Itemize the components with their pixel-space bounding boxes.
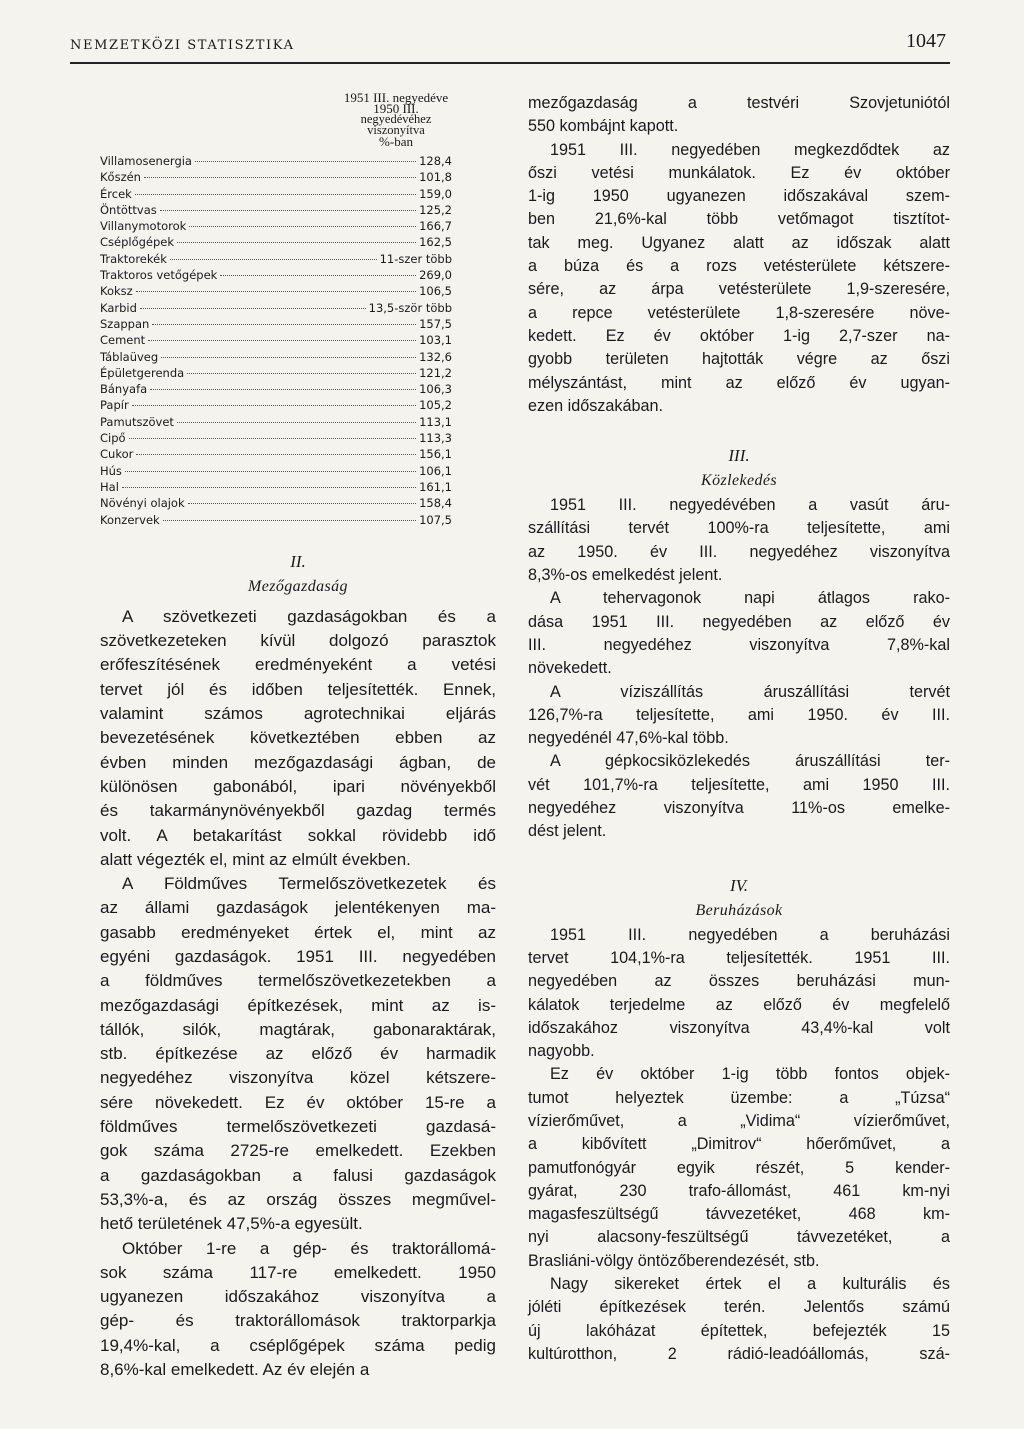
text-line: ugyanezen időszakához viszonyítva a (100, 1287, 496, 1307)
text-line: 8,3%-os emelkedést jelent. (528, 566, 723, 585)
dot-leader (150, 389, 416, 390)
table-row (100, 397, 452, 413)
dot-leader (189, 226, 416, 227)
text-line: gok száma 2725-re emelkedett. Ezekben (100, 1141, 496, 1161)
production-index-table (100, 153, 452, 528)
section-number: IV. (729, 875, 749, 895)
table-row (100, 267, 452, 283)
row-value: 106,1 (419, 463, 452, 478)
row-label: Táblaüveg (100, 349, 159, 364)
row-value: 106,3 (419, 382, 452, 397)
page-header (70, 30, 950, 64)
text-line: ben 21,6%-kal több vetőmagot tisztítot- (528, 210, 950, 229)
table-row (100, 153, 452, 169)
text-line: nagyobb. (528, 1042, 595, 1061)
text-line: a repce vetésterülete 1,8-szeresére növe- (528, 303, 950, 322)
dot-leader (161, 357, 416, 358)
table-head-line: viszonyítva (367, 123, 425, 137)
table-row (100, 283, 452, 299)
text-line: negyedénél 47,6%-kal több. (528, 729, 729, 748)
text-line: földműves termelőszövetkezeti gazdasá- (100, 1117, 496, 1137)
table-row (100, 300, 452, 316)
section-number: II. (290, 551, 306, 571)
table-row (100, 316, 452, 332)
text-line: szövetkezeteken kívül dolgozó parasztok (100, 631, 496, 651)
text-line: dést jelent. (528, 822, 607, 841)
text-line: sére, az árpa vetésterülete 1,9-szeresére, (528, 280, 950, 299)
dot-leader (160, 210, 416, 211)
text-line: Október 1-re a gép- és traktorállomá- (122, 1238, 496, 1258)
table-row (100, 349, 452, 365)
dot-leader (122, 487, 416, 488)
text-line: évben minden mezőgazdasági ágban, de (100, 752, 496, 772)
table-head-line: 1951 III. negyedéve (343, 90, 449, 105)
row-label: Öntöttvas (100, 202, 157, 217)
dot-leader (187, 373, 416, 374)
table-row (100, 365, 452, 381)
row-label: Cséplőgépek (100, 235, 175, 250)
dot-leader (144, 177, 416, 178)
dot-leader (188, 503, 416, 504)
text-line: kultúrotthon, 2 rádió-leadóállomás, szá- (528, 1344, 950, 1363)
row-label: Cipő (100, 431, 126, 446)
row-value: 113,1 (419, 414, 452, 429)
table-row (100, 463, 452, 479)
row-value: 158,4 (419, 496, 452, 511)
row-label: Traktorekék (100, 251, 167, 266)
text-line: a kibővített „Dimitrov“ hőerőművet, a (528, 1135, 950, 1154)
text-line: tervet 104,1%-ra teljesítették. 1951 III. (528, 948, 950, 967)
text-line: tállók, silók, magtárak, gabonaraktárak, (100, 1019, 496, 1039)
running-title: NEMZETKÖZI STATISZTIKA (70, 38, 295, 53)
row-label: Kőszén (100, 170, 141, 185)
table-column-header (340, 92, 452, 147)
text-line: időszakához viszonyítva 43,4%-kal volt (528, 1018, 950, 1037)
section-body (528, 924, 950, 1367)
text-line: különösen gabonából, ipari növényekből (100, 776, 496, 796)
row-label: Villanymotorok (100, 219, 187, 234)
row-value: 132,6 (419, 349, 452, 364)
text-line: bevezetésének következtében ebben az (100, 728, 496, 748)
table-row (100, 251, 452, 267)
text-line: sok száma 117-re emelkedett. 1950 (100, 1262, 496, 1282)
row-value: 11-szer több (379, 251, 452, 266)
text-line: gyobb területen hajtották végre az őszi (528, 350, 950, 369)
text-line: alatt végezték el, mint az elmúlt években. (100, 849, 411, 869)
text-line: negyedében az összes beruházási mun- (528, 972, 950, 991)
section-number: III. (728, 446, 750, 466)
text-line: növekedett. (528, 659, 612, 678)
text-line: III. negyedéhez viszonyítva 7,8%-kal (528, 635, 950, 654)
text-line: egyéni gazdaságok. 1951 III. negyedében (100, 946, 496, 966)
dot-leader (140, 308, 366, 309)
text-line: tumot helyeztek üzembe: a „Túzsa“ (528, 1088, 950, 1107)
text-line: nyi alacsony-feszültségű távvezetéket, a (528, 1228, 950, 1247)
row-label: Cement (100, 333, 146, 348)
table-row (100, 446, 452, 462)
text-line: 550 kombájnt kapott. (528, 117, 679, 136)
text-line: szállítási tervét 100%-ra teljesítette, ami (528, 519, 950, 538)
row-label: Hal (100, 479, 119, 494)
text-line: Brasliáni-völgy öntözőberendezését, stb. (528, 1251, 820, 1270)
table-row (100, 234, 452, 250)
row-value: 121,2 (419, 365, 452, 380)
table-row (100, 495, 452, 511)
text-line: 1-ig 1950 ugyanezen időszakával szem- (528, 187, 950, 206)
table-row (100, 169, 452, 185)
row-value: 157,5 (419, 316, 452, 331)
text-line: negyedéhez viszonyítva 11%-os emelke- (528, 799, 950, 818)
text-line: negyedéhez viszonyítva közel kétszere- (100, 1068, 496, 1088)
section-title: Közlekedés (701, 472, 777, 490)
table-row (100, 430, 452, 446)
dot-leader (152, 324, 416, 325)
text-line: gasabb eredményeket értek el, mint az (100, 922, 496, 942)
text-line: A Földműves Termelőszövetkezetek és (122, 874, 496, 894)
row-value: 106,5 (419, 284, 452, 299)
section-title: Beruházások (695, 901, 783, 919)
row-value: 159,0 (419, 186, 452, 201)
text-line: gyárat, 230 trafo-állomást, 461 km-nyi (528, 1181, 950, 1200)
table-row (100, 202, 452, 218)
dot-leader (136, 291, 416, 292)
left-column (100, 92, 496, 1382)
row-value: 103,1 (419, 333, 452, 348)
table-row (100, 512, 452, 528)
text-line: mezőgazdaság a testvéri Szovjetuniótól (528, 94, 950, 112)
section-body (100, 605, 496, 1383)
dot-leader (177, 422, 416, 423)
text-line: a búza és a rozs vetésterülete kétszere- (528, 257, 950, 276)
text-line: jóléti építkezések terén. Jelentős számú (528, 1298, 950, 1317)
row-label: Papír (100, 398, 129, 413)
row-label: Bányafa (100, 382, 148, 397)
row-value: 125,2 (419, 202, 452, 217)
dot-leader (129, 438, 417, 439)
row-value: 166,7 (419, 219, 452, 234)
row-label: Szappan (100, 316, 150, 331)
row-label: Karbid (100, 300, 137, 315)
text-line: Ez év október 1-ig több fontos objek- (550, 1065, 950, 1084)
dot-leader (163, 520, 416, 521)
text-line: 8,6%-kal emelkedett. Az év elején a (100, 1360, 370, 1380)
text-line: és takarmánynövényekből gazdag termés (100, 801, 496, 821)
table-row (100, 381, 452, 397)
text-line: A szövetkezeti gazdaságokban és a (122, 606, 496, 626)
text-line: gép- és traktorállomások traktorparkja (100, 1311, 496, 1331)
row-value: 162,5 (419, 235, 452, 250)
row-label: Hús (100, 463, 122, 478)
text-line: az 1950. év III. negyedéhez viszonyítva (528, 542, 950, 561)
row-label: Traktoros vetőgépek (100, 268, 218, 283)
row-value: 107,5 (419, 512, 452, 527)
section-title: Mezőgazdaság (248, 577, 348, 595)
row-value: 13,5-ször több (368, 300, 452, 315)
text-line: új lakóházat építettek, befejezték 15 (528, 1321, 950, 1340)
text-line: ezen időszakában. (528, 396, 663, 415)
section-body (528, 92, 950, 418)
text-line: kálatok terjedelme az előző év megfelelő (528, 995, 950, 1014)
dot-leader (195, 161, 416, 162)
text-line: vízierőművet, a „Vidima“ vízierőművet, (528, 1111, 950, 1130)
table-row (100, 218, 452, 234)
text-line: valamint számos agrotechnikai eljárás (100, 704, 496, 724)
text-line: 1951 III. negyedében megkezdődtek az (550, 140, 950, 159)
row-label: Konzervek (100, 512, 160, 527)
text-line: A tehervagonok napi átlagos rako- (550, 589, 950, 608)
text-line: őszi vetési munkálatok. Ez év október (528, 163, 950, 182)
text-line: volt. A betakarítást sokkal rövidebb idő (100, 825, 496, 845)
text-line: A gépkocsiközlekedés áruszállítási ter- (550, 752, 950, 771)
text-line: pamutfonógyár egyik részét, 5 kender- (528, 1158, 950, 1177)
dot-leader (177, 242, 416, 243)
text-line: tervet jól és időben teljesítették. Ennek, (100, 679, 496, 699)
text-line: az állami gazdaságok jelentékenyen ma- (100, 898, 496, 918)
dot-leader (135, 194, 416, 195)
table-head-line: 1950 III. (373, 101, 419, 116)
text-line: sére növekedett. Ez év október 15-re a (100, 1092, 496, 1112)
row-label: Ércek (100, 186, 132, 201)
text-line: vét 101,7%-ra teljesítette, ami 1950 III. (528, 775, 950, 794)
text-line: tak meg. Ugyanez alatt az időszak alatt (528, 233, 950, 252)
table-head-line: %-ban (379, 134, 413, 149)
table-row (100, 414, 452, 430)
table-row (100, 479, 452, 495)
row-label: Villamosenergia (100, 154, 192, 168)
row-label: Növényi olajok (100, 496, 185, 511)
dot-leader (132, 405, 416, 406)
text-line: magasfeszültségű távvezetéket, 468 km- (528, 1205, 950, 1224)
table-row (100, 186, 452, 202)
page-number: 1047 (906, 30, 946, 52)
text-line: 1951 III. negyedévében a vasút áru- (550, 496, 950, 515)
row-value: 101,8 (419, 170, 452, 185)
text-line: a földműves termelőszövetkezetekben a (100, 971, 496, 991)
table-row (100, 332, 452, 348)
row-label: Koksz (100, 284, 133, 299)
text-line: 126,7%-ra teljesítette, ami 1950. év III. (528, 705, 950, 724)
row-value: 156,1 (419, 447, 452, 462)
text-line: erőfeszítésének eredményeként a vetési (100, 655, 496, 675)
row-value: 105,2 (419, 398, 452, 413)
text-line: kedett. Ez év október 1-ig 2,7-szer na- (528, 326, 950, 345)
section-body (528, 494, 950, 843)
text-line: a gazdaságokban a falusi gazdaságok (100, 1165, 496, 1185)
text-line: 53,3%-a, és az ország összes megművel- (100, 1189, 496, 1209)
dot-leader (136, 454, 416, 455)
table-head-line: negyedévéhez (360, 112, 432, 126)
right-column (528, 92, 950, 1366)
dot-leader (170, 259, 377, 260)
dot-leader (220, 275, 416, 276)
dot-leader (125, 471, 416, 472)
row-value: 161,1 (419, 479, 452, 494)
text-line: Nagy sikereket értek el a kulturális és (550, 1275, 950, 1294)
dot-leader (148, 340, 416, 341)
text-line: A víziszállítás áruszállítási tervét (550, 682, 950, 701)
text-line: 19,4%-kal, a cséplőgépek száma pedig (100, 1335, 496, 1355)
text-line: 1951 III. negyedében a beruházási (550, 925, 950, 944)
text-line: stb. építkezése az előző év harmadik (100, 1044, 496, 1064)
text-line: mélyszántást, mint az előző év ugyan- (528, 373, 950, 392)
row-value: 128,4 (419, 154, 452, 168)
row-value: 113,3 (419, 431, 452, 446)
row-label: Cukor (100, 447, 134, 462)
text-line: mezőgazdasági építkezések, mint az is- (100, 995, 496, 1015)
text-line: dása 1951 III. negyedében az előző év (528, 612, 950, 631)
row-label: Épületgerenda (100, 365, 185, 380)
row-value: 269,0 (419, 268, 452, 283)
row-label: Pamutszövet (100, 414, 174, 429)
text-line: hető területének 47,5%-a egyesült. (100, 1214, 363, 1234)
